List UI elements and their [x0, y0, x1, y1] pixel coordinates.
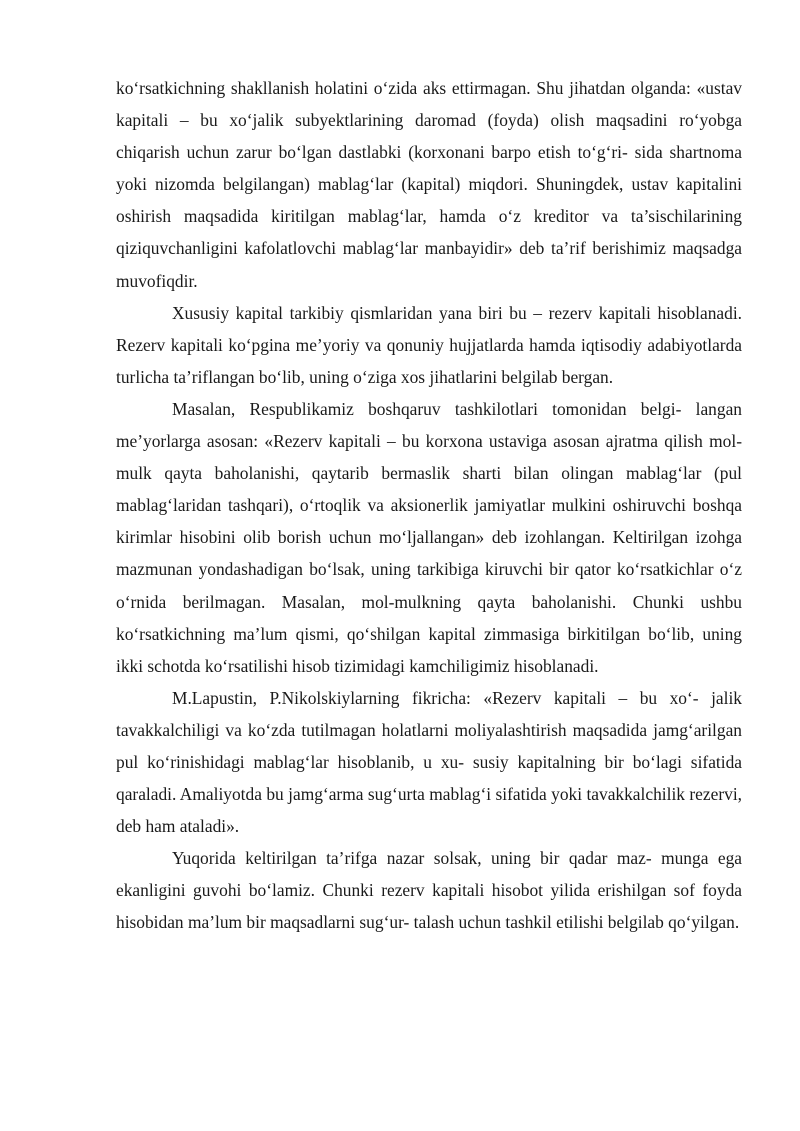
paragraph-2: Xususiy kapital tarkibiy qismlaridan yana biri bu – rezerv kapitali hisoblanadi. Rezerv kapitali ko‘pgina me’yoriy va qonuniy hujjatlarda hamda iqtisodiy adabiyotlarda turlicha ta’riflangan bo‘lib, uning o‘ziga xos jihatlarini belgilab bergan.: [116, 302, 742, 387]
paragraph-4: M.Lapustin, P.Nikolskiylarning fikricha: «Rezerv kapitali – bu xo‘- jalik tavakkalchiligi va ko‘zda tutilmagan holatlarni moliyalashtirish maqsadida jamg‘arilgan pul ko‘rinishidagi mablag‘lar hisoblanib, u xu- susiy kapitalning bir bo‘lagi sifatida qaraladi. Amaliyotda bu jamg‘arma sug‘urta mablag‘i sifatida yoki tavakkalchilik rezervi, deb ham ataladi».: [116, 687, 742, 837]
paragraph-1: ko‘rsatkichning shakllanish holatini o‘zida aks ettirmagan. Shu jihatdan olganda: «ustav kapitali – bu xo‘jalik subyektlarining daromad (foyda) olish maqsadini ro‘yobga chiqarish uchun zarur bo‘lgan dastlabki (korxonani barpo etish to‘g‘ri- sida shartnoma yoki nizomda belgilangan) mablag‘lar (kapital) miqdori. Shuningdek, ustav kapitalini oshirish maqsadida kiritilgan mablag‘lar, hamda o‘z kreditor va ta’sischilarining qiziquvchanligini kafolatlovchi mablag‘lar manbayidir» deb ta’rif berishimiz maqsadga muvofiqdir.: [116, 78, 742, 291]
paragraph-5: Yuqorida keltirilgan ta’rifga nazar solsak, uning bir qadar maz- munga ega ekanligini guvohi bo‘lamiz. Chunki rezerv kapitali hisobot yilida erishilgan sof foyda hisobidan ma’lum bir maqsadlarni sug‘ur- talash uchun tashkil etilishi belgilab qo‘yilgan.: [116, 848, 742, 933]
document-page: [116, 72, 742, 939]
paragraph-3: Masalan, Respublikamiz boshqaruv tashkilotlari tomonidan belgi- langan me’yorlarga asosan: «Rezerv kapitali – bu korxona ustaviga asosan ajratma qilish mol-mulk qayta baholanishi, qaytarib bermaslik sharti bilan olingan mablag‘lar (pul mablag‘laridan tashqari), o‘rtoqlik va aksionerlik jamiyatlar mulkini oshiruvchi boshqa kirimlar hisobini olib borish uchun mo‘ljallangan» deb izohlangan. Keltirilgan izohga mazmunan yondashadigan bo‘lsak, uning tarkibiga kiruvchi bir qator ko‘rsatkichlar o‘z o‘rnida berilmagan. Masalan, mol-mulkning qayta baholanishi. Chunki ushbu ko‘rsatkichning ma’lum qismi, qo‘shilgan kapital zimmasiga birkitilgan bo‘lib, uning ikki schotda ko‘rsatilishi hisob tizimidagi kamchiligimiz hisoblanadi.: [116, 398, 742, 676]
